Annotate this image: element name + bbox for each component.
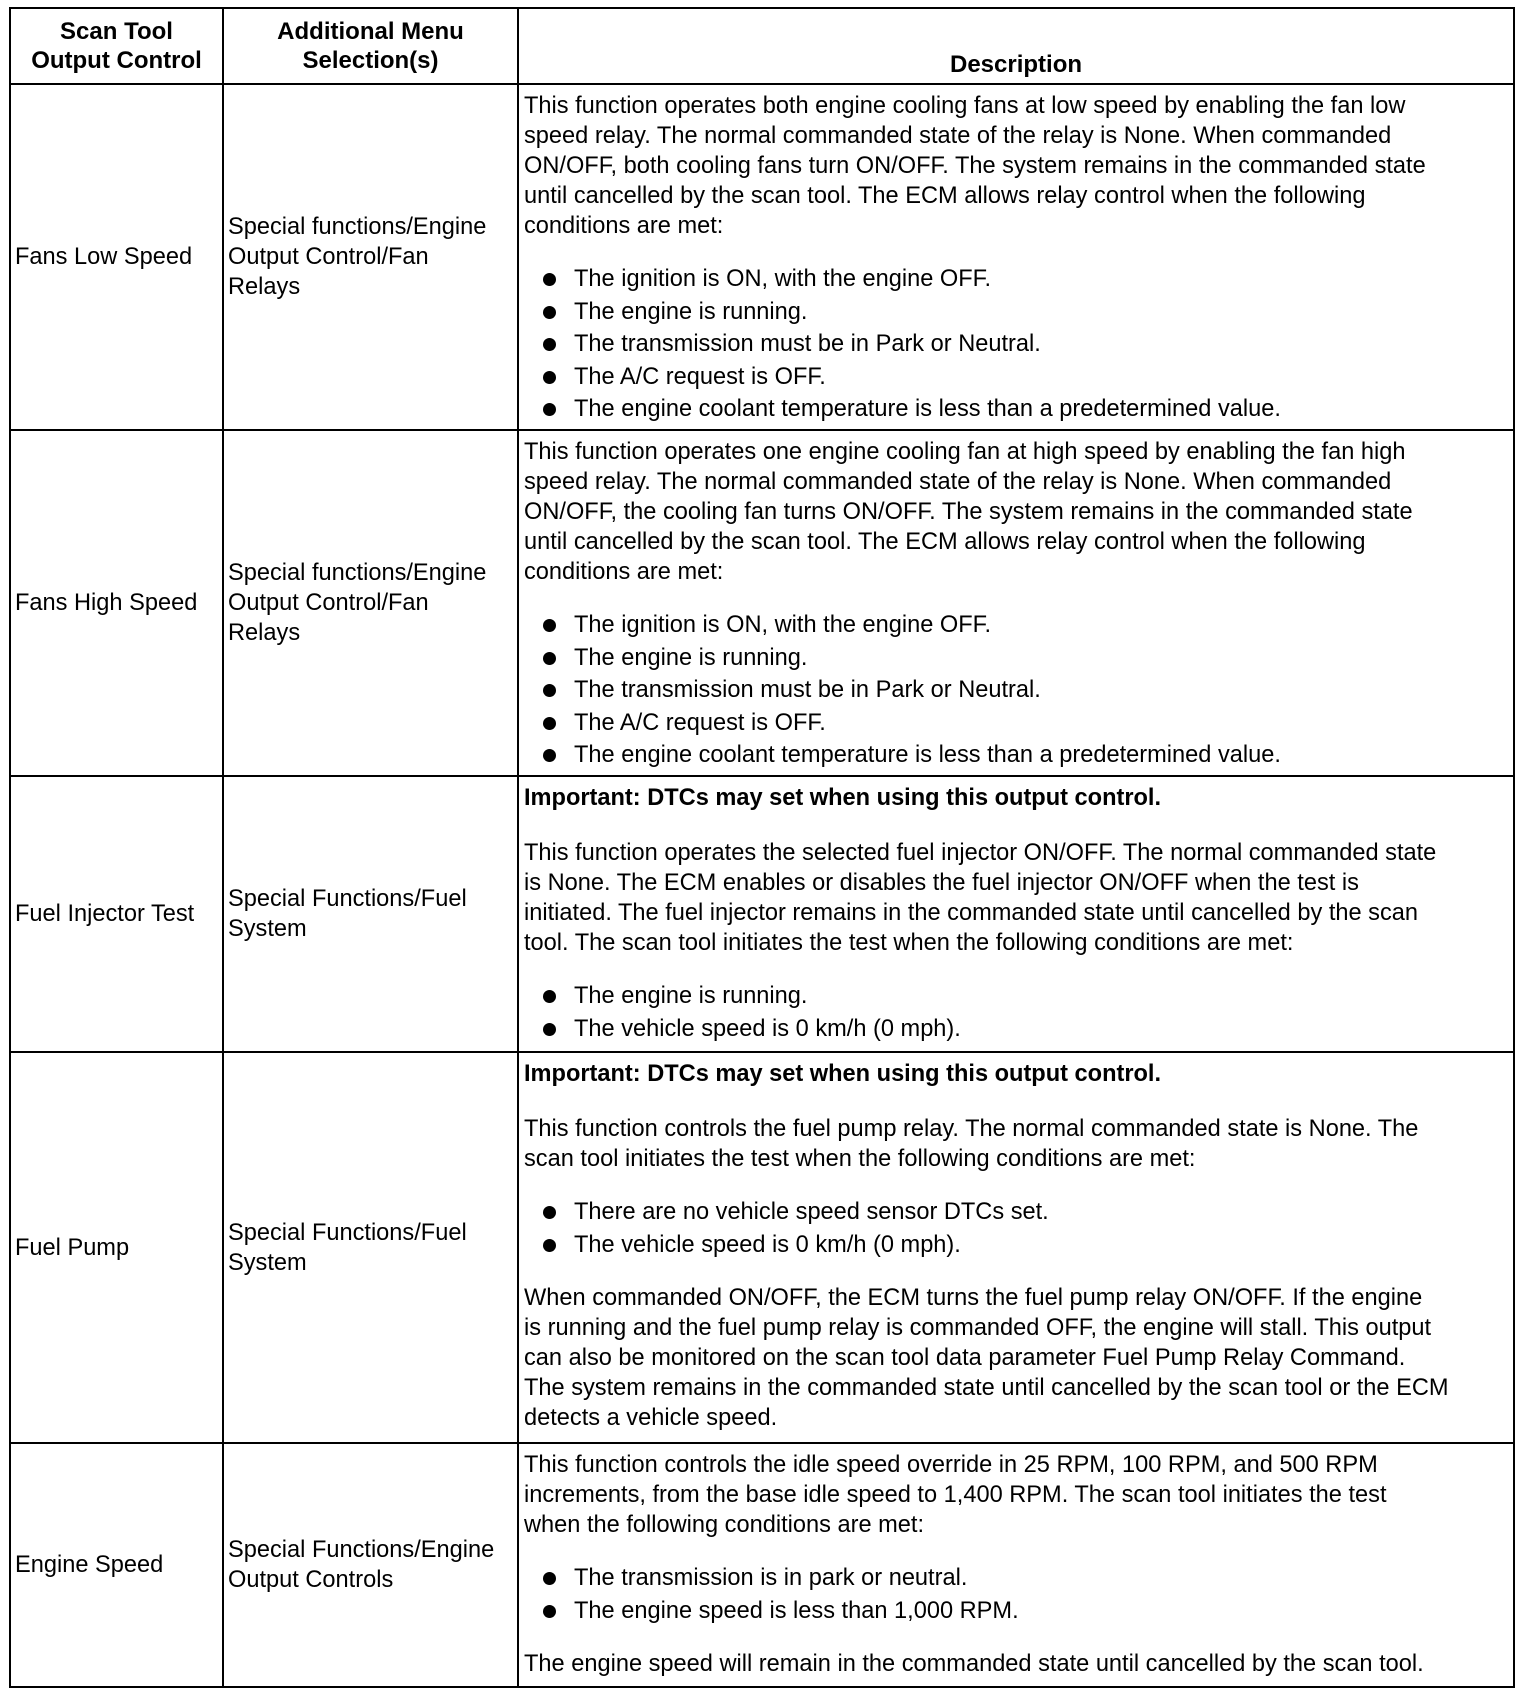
menu-line: Output Control/Fan xyxy=(228,590,429,616)
description-line: The system remains in the commanded state until cancelled by the scan tool or the ECM xyxy=(524,1375,1449,1402)
description-line: ON/OFF, the cooling fan turns ON/OFF. The system remains in the commanded state xyxy=(524,499,1413,525)
header-scan-tool-output-control xyxy=(10,8,223,84)
menu-line: Special functions/Engine xyxy=(228,214,487,240)
list-item: The engine is running. xyxy=(524,642,1509,675)
list-item: The engine coolant temperature is less than a predetermined value. xyxy=(524,393,1509,426)
description-cell xyxy=(518,776,1514,1052)
list-item: The vehicle speed is 0 km/h (0 mph). xyxy=(524,1013,1509,1046)
conditions-list xyxy=(524,1562,1509,1627)
bullet-icon xyxy=(543,1572,556,1585)
bullet-icon xyxy=(543,1605,556,1618)
list-item: The engine coolant temperature is less than a predetermined value. xyxy=(524,739,1509,772)
bullet-icon xyxy=(543,717,556,730)
description-line: speed relay. The normal commanded state of the relay is None. When commanded xyxy=(524,469,1392,495)
list-item: The vehicle speed is 0 km/h (0 mph). xyxy=(524,1229,1509,1262)
table-row xyxy=(10,1443,1514,1687)
bullet-icon xyxy=(543,652,556,665)
header-col2-line1: Additional Menu xyxy=(277,18,464,45)
menu-line: Output Control/Fan xyxy=(228,244,429,270)
description-line: until cancelled by the scan tool. The ECM allows relay control when the following xyxy=(524,529,1366,555)
description-cell xyxy=(518,430,1514,776)
description-line: initiated. The fuel injector remains in the commanded state until cancelled by the scan xyxy=(524,900,1419,926)
control-name: Fans Low Speed xyxy=(15,244,193,270)
description-line: detects a vehicle speed. xyxy=(524,1405,778,1432)
description-line: can also be monitored on the scan tool data parameter Fuel Pump Relay Command. xyxy=(524,1345,1406,1372)
list-item: The ignition is ON, with the engine OFF. xyxy=(524,263,1509,296)
header-col1-line1: Scan Tool xyxy=(60,18,173,45)
menu-cell xyxy=(223,430,518,776)
description-line: The engine speed will remain in the commanded state until cancelled by the scan tool. xyxy=(524,1651,1424,1678)
control-name: Fuel Pump xyxy=(15,1234,130,1261)
list-item: The engine is running. xyxy=(524,980,1509,1013)
header-col3-text: Description xyxy=(949,51,1083,78)
description-line: scan tool initiates the test when the following conditions are met: xyxy=(524,1146,1196,1172)
table-row xyxy=(10,430,1514,776)
bullet-icon xyxy=(543,338,556,351)
description-line: This function controls the fuel pump relay. The normal commanded state is None. The xyxy=(524,1116,1419,1142)
list-item: The A/C request is OFF. xyxy=(524,361,1509,394)
important-note: Important: DTCs may set when using this output control. xyxy=(524,785,1162,811)
bullet-icon xyxy=(543,371,556,384)
list-item: The A/C request is OFF. xyxy=(524,707,1509,740)
table-row xyxy=(10,84,1514,430)
bullet-icon xyxy=(543,990,556,1003)
bullet-icon xyxy=(543,684,556,697)
description-line: This function operates one engine cooling fan at high speed by enabling the fan high xyxy=(524,439,1406,465)
header-col2-line2: Selection(s) xyxy=(302,47,439,74)
description-line: is running and the fuel pump relay is commanded OFF, the engine will stall. This output xyxy=(524,1315,1432,1342)
header-row xyxy=(10,8,1514,84)
description-line: When commanded ON/OFF, the ECM turns the fuel pump relay ON/OFF. If the engine xyxy=(524,1285,1423,1312)
menu-cell xyxy=(223,1052,518,1443)
menu-line: Special Functions/Fuel xyxy=(228,1219,467,1246)
control-cell xyxy=(10,776,223,1052)
description-line: This function controls the idle speed override in 25 RPM, 100 RPM, and 500 RPM xyxy=(524,1452,1378,1478)
table-row xyxy=(10,1052,1514,1443)
bullet-icon xyxy=(543,619,556,632)
description-line: is None. The ECM enables or disables the fuel injector ON/OFF when the test is xyxy=(524,870,1359,896)
conditions-list xyxy=(524,980,1509,1045)
description-line: conditions are met: xyxy=(524,213,724,239)
description-cell xyxy=(518,1052,1514,1443)
scan-tool-output-control-table xyxy=(9,7,1515,1688)
bullet-icon xyxy=(543,1239,556,1252)
bullet-icon xyxy=(543,749,556,762)
control-name: Fuel Injector Test xyxy=(15,901,195,927)
description-line: conditions are met: xyxy=(524,559,724,585)
list-item: The transmission must be in Park or Neutral. xyxy=(524,674,1509,707)
menu-cell xyxy=(223,84,518,430)
conditions-list xyxy=(524,609,1509,772)
list-item: The transmission must be in Park or Neutral. xyxy=(524,328,1509,361)
menu-line: Special functions/Engine xyxy=(228,560,487,586)
control-name: Fans High Speed xyxy=(15,590,198,616)
menu-line: Special Functions/Engine xyxy=(228,1537,495,1563)
conditions-list xyxy=(524,1196,1509,1261)
menu-line: Relays xyxy=(228,274,301,300)
bullet-icon xyxy=(543,306,556,319)
control-name: Engine Speed xyxy=(15,1552,164,1578)
description-line: ON/OFF, both cooling fans turn ON/OFF. The system remains in the commanded state xyxy=(524,153,1426,179)
header-additional-menu-selections xyxy=(223,8,518,84)
header-col1-line2: Output Control xyxy=(31,47,202,74)
header-description xyxy=(518,8,1514,84)
description-line: until cancelled by the scan tool. The ECM allows relay control when the following xyxy=(524,183,1366,209)
table-row xyxy=(10,776,1514,1052)
menu-line: Output Controls xyxy=(228,1567,394,1593)
conditions-list xyxy=(524,263,1509,426)
description-line: tool. The scan tool initiates the test when the following conditions are met: xyxy=(524,930,1294,956)
bullet-icon xyxy=(543,273,556,286)
menu-line: System xyxy=(228,1249,307,1276)
list-item: The transmission is in park or neutral. xyxy=(524,1562,1509,1595)
description-line: This function operates the selected fuel injector ON/OFF. The normal commanded state xyxy=(524,840,1437,866)
description-line: This function operates both engine cooling fans at low speed by enabling the fan low xyxy=(524,93,1406,119)
description-line: increments, from the base idle speed to 1,400 RPM. The scan tool initiates the test xyxy=(524,1482,1387,1508)
menu-line: Special Functions/Fuel xyxy=(228,886,467,912)
important-note: Important: DTCs may set when using this output control. xyxy=(524,1061,1162,1087)
description-line: when the following conditions are met: xyxy=(524,1512,925,1538)
list-item: The engine speed is less than 1,000 RPM. xyxy=(524,1595,1509,1628)
menu-cell xyxy=(223,776,518,1052)
menu-line: Relays xyxy=(228,620,301,646)
description-cell xyxy=(518,84,1514,430)
menu-line: System xyxy=(228,916,307,942)
list-item: The engine is running. xyxy=(524,296,1509,329)
bullet-icon xyxy=(543,403,556,416)
list-item: There are no vehicle speed sensor DTCs set. xyxy=(524,1196,1509,1229)
control-cell xyxy=(10,1052,223,1443)
description-line: speed relay. The normal commanded state of the relay is None. When commanded xyxy=(524,123,1392,149)
menu-cell xyxy=(223,1443,518,1687)
output-control-table-page xyxy=(9,7,1513,1688)
bullet-icon xyxy=(543,1023,556,1036)
bullet-icon xyxy=(543,1206,556,1219)
control-cell xyxy=(10,84,223,430)
description-cell xyxy=(518,1443,1514,1687)
control-cell xyxy=(10,1443,223,1687)
list-item: The ignition is ON, with the engine OFF. xyxy=(524,609,1509,642)
control-cell xyxy=(10,430,223,776)
